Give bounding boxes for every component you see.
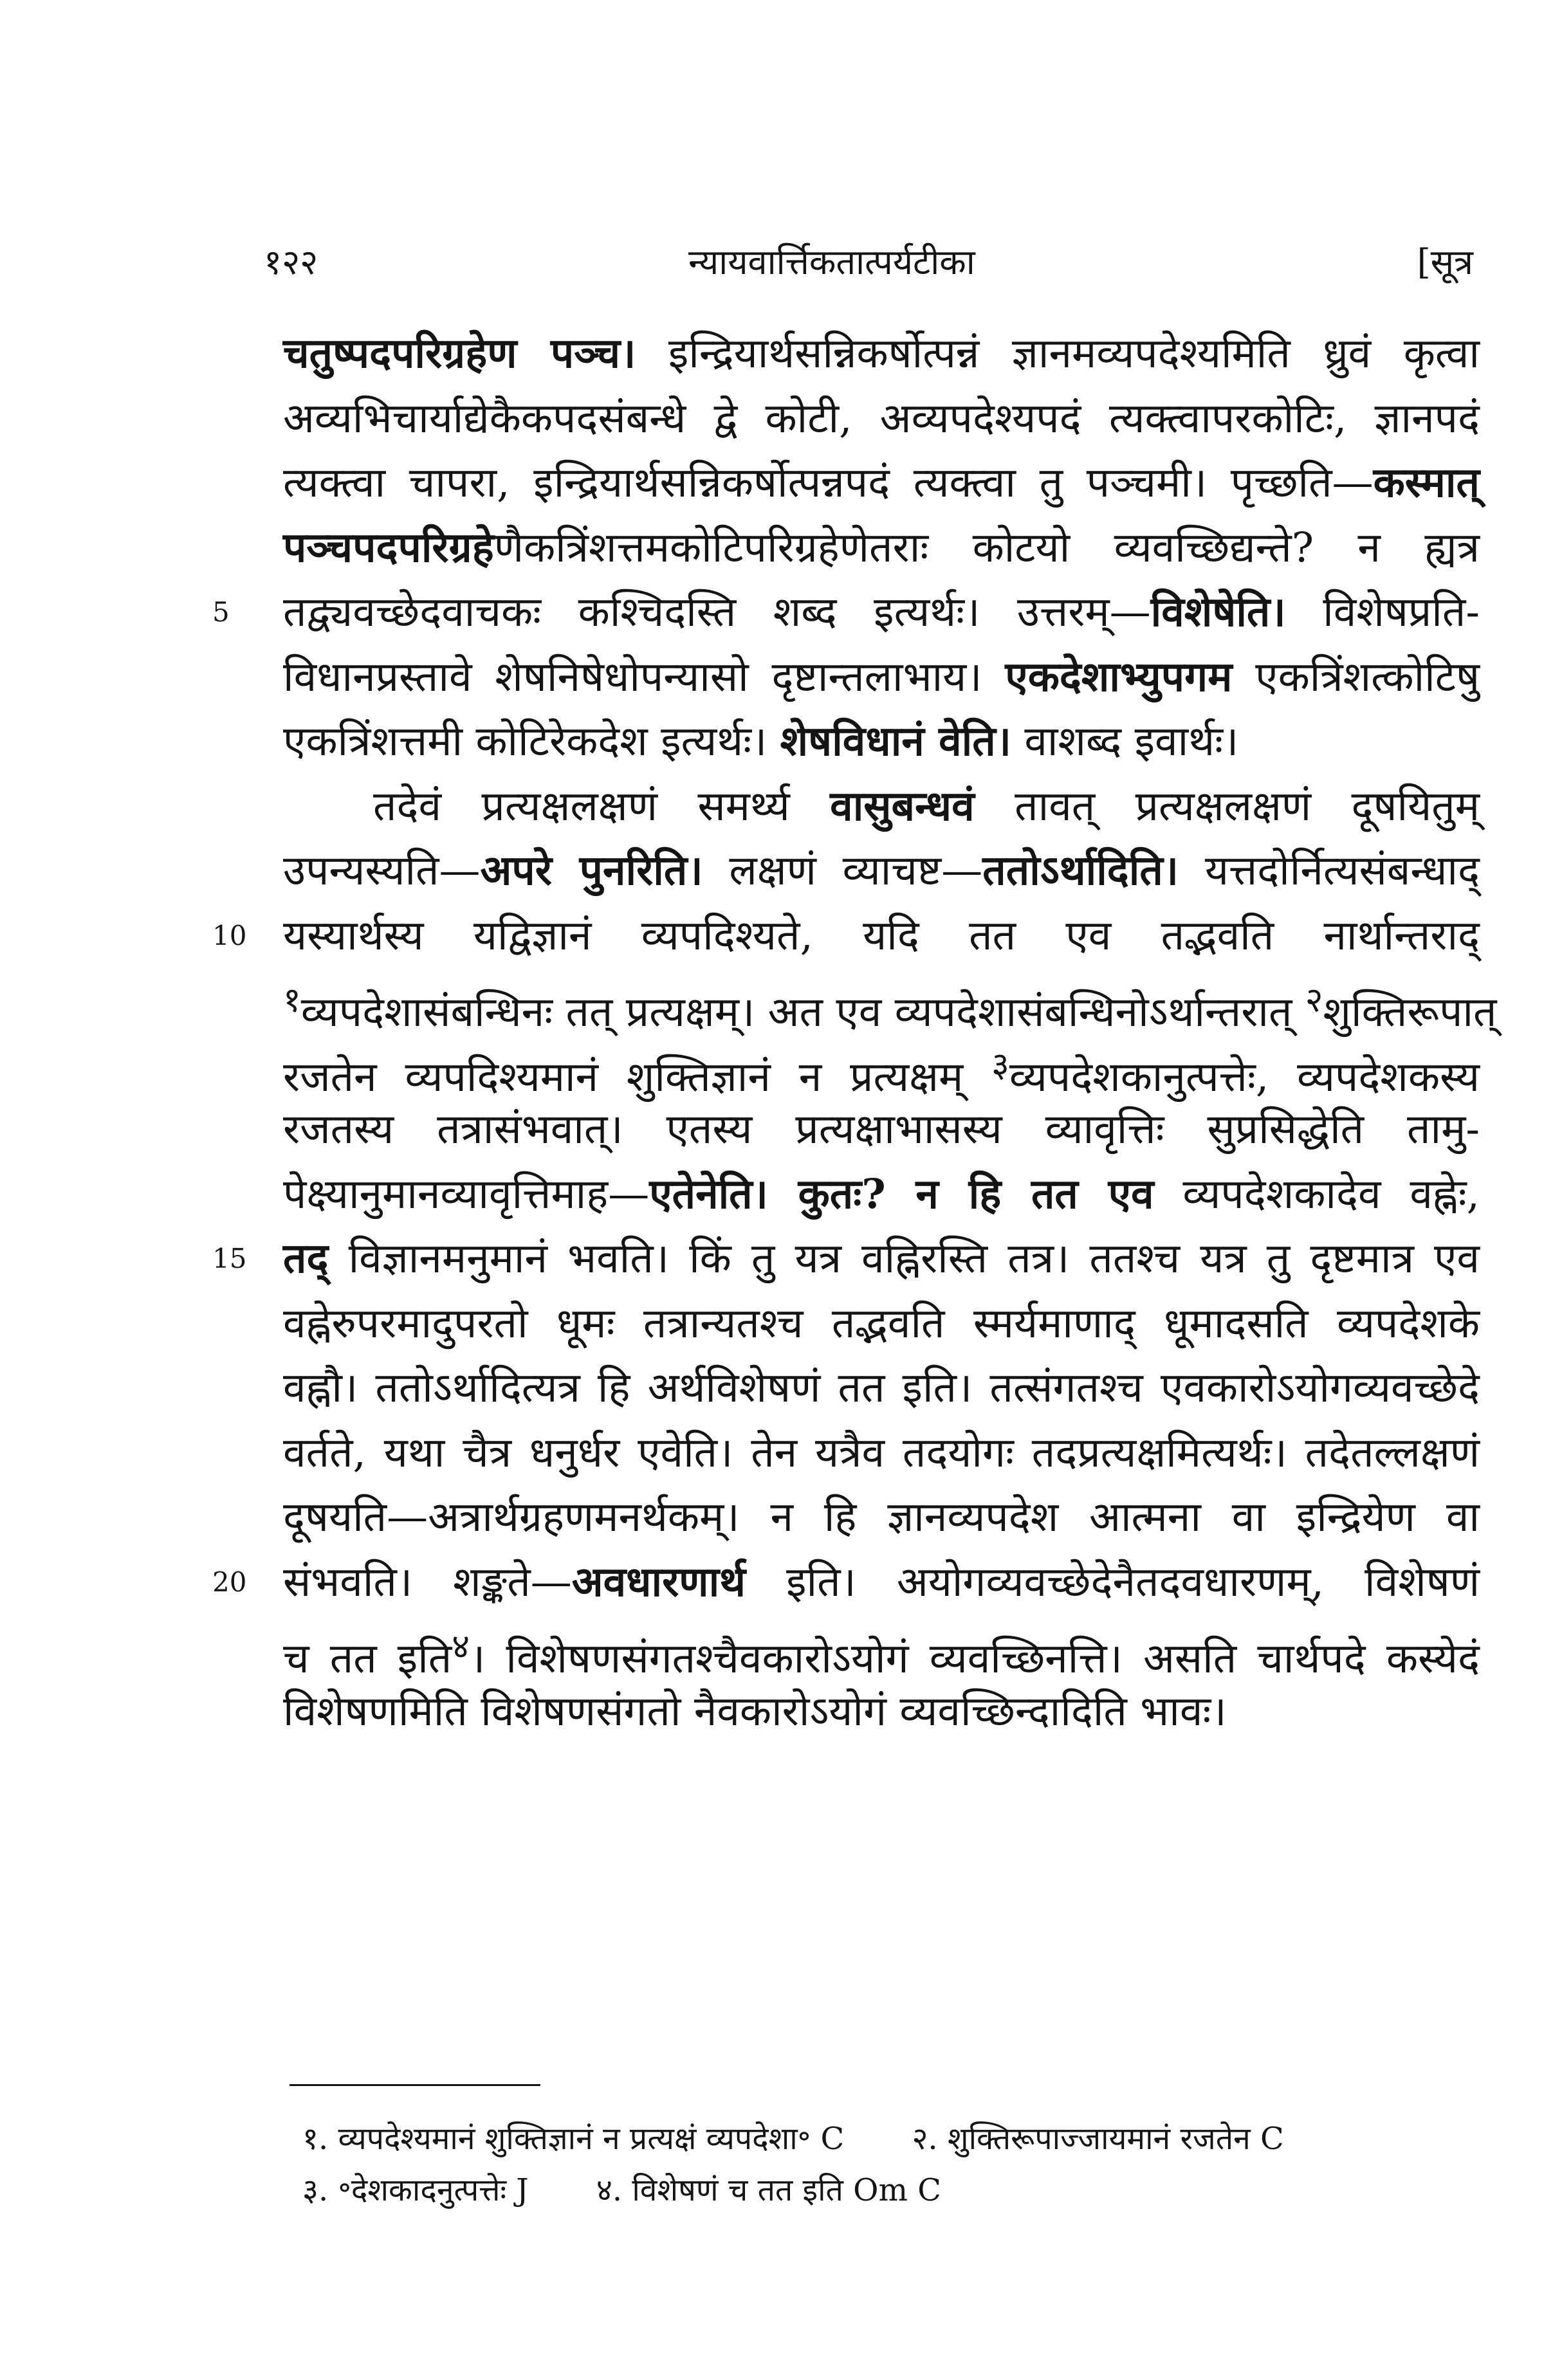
text-line xyxy=(283,387,1480,452)
footnote-4: ४. विशेषणं च तत इति Om C xyxy=(596,2172,942,2208)
line-number: 10 xyxy=(212,919,247,951)
text-line xyxy=(212,904,1480,969)
footnote-3: ३. ॰देशकादनुत्पत्तेः J xyxy=(302,2172,529,2208)
text-line xyxy=(283,1033,1480,1101)
text-line xyxy=(283,451,1480,516)
text-line xyxy=(283,516,1480,581)
text-line xyxy=(283,1485,1480,1550)
text-line xyxy=(283,1097,1480,1162)
line-text: वह्नेरुपरमादुपरतो धूमः तत्रान्यतश्च तद्भवति स्मर्यमाणाद् धूमादसति व्यपदेशके xyxy=(283,1299,1480,1348)
text-line xyxy=(283,1162,1480,1227)
footnote-rule xyxy=(290,2084,540,2086)
text-line xyxy=(283,1292,1480,1357)
section-marker: [सूत्र xyxy=(1417,242,1473,282)
line-text: तदेवं प्रत्यक्षलक्षणं समर्थ्य वासुबन्धवं तावत् प्रत्यक्षलक्षणं दूषयितुम् xyxy=(373,782,1480,830)
text-line xyxy=(283,1615,1480,1683)
line-text: वर्तते, यथा चैत्र धनुर्धर एवेति। तेन यत्रैव तदयोगः तदप्रत्यक्षमित्यर्थः। तदेतल्लक्षणं xyxy=(283,1429,1480,1477)
text-line xyxy=(283,968,1497,1037)
text-line xyxy=(283,709,1480,774)
text-line xyxy=(212,1550,1480,1615)
footnote-2: २. शुक्तिरूपाज्जायमानं रजतेन C xyxy=(912,2121,1284,2157)
line-text: उपन्यस्यति—अपरे पुनरिति। लक्षणं व्याचष्ट—ततोऽर्थादिति। यत्तदोर्नित्यसंबन्धाद् xyxy=(283,847,1480,895)
line-text: पञ्चपदपरिग्रहेणैकत्रिंशत्तमकोटिपरिग्रहेणेतराः कोटयो व्यवच्छिद्यन्ते? न ह्यत्र xyxy=(283,523,1480,572)
footnotes-row-1 xyxy=(302,2116,1486,2161)
line-text: $^१$व्यपदेशासंबन्धिनः तत् प्रत्यक्षम्। अत एव व्यपदेशासंबन्धिनोऽर्थान्तरात् $^२$शुक्तिरूपात् xyxy=(283,980,1497,1037)
line-text: रजतस्य तत्रासंभवात्। एतस्य प्रत्यक्षाभासस्य व्यावृत्तिः सुप्रसिद्धेति तामु- xyxy=(283,1106,1480,1153)
line-text: पेक्ष्यानुमानव्यावृत्तिमाह—एतेनेति। कुतः? न हि तत एव व्यपदेशकादेव वह्नेः, xyxy=(283,1169,1480,1218)
text-line xyxy=(283,839,1480,904)
line-number: 15 xyxy=(212,1243,247,1274)
text-line xyxy=(283,1421,1480,1486)
line-text: एकत्रिंशत्तमी कोटिरेकदेश इत्यर्थः। शेषविधानं वेति। वाशब्द इवार्थः। xyxy=(283,717,1239,765)
line-text: च तत इति$^४$। विशेषणसंगतश्चैवकारोऽयोगं व्यवच्छिनत्ति। असति चार्थपदे कस्येदं xyxy=(283,1626,1480,1683)
text-line xyxy=(283,322,1480,387)
text-line xyxy=(283,1680,1480,1744)
text-line xyxy=(283,645,1480,710)
footnote-1: १. व्यपदेश्यमानं शुक्तिज्ञानं न प्रत्यक्षं व्यपदेशा॰ C xyxy=(302,2121,845,2157)
line-text: विशेषणमिति विशेषणसंगतो नैवकारोऽयोगं व्यवच्छिन्दादिति भावः। xyxy=(283,1687,1227,1735)
running-header xyxy=(264,237,1473,295)
line-text: दूषयति—अत्रार्थग्रहणमनर्थकम्। न हि ज्ञानव्यपदेश आत्मना वा इन्द्रियेण वा xyxy=(283,1494,1480,1541)
footnotes-row-2 xyxy=(302,2168,1486,2213)
text-line xyxy=(283,1356,1480,1421)
line-number: 5 xyxy=(212,596,230,628)
line-text: चतुष्पदपरिग्रहेण पञ्च। इन्द्रियार्थसन्निकर्षोत्पन्नं ज्ञानमव्यपदेश्यमिति ध्रुवं कृत्वा xyxy=(283,329,1480,378)
line-text: त्यक्त्वा चापरा, इन्द्रियार्थसन्निकर्षोत्पन्नपदं त्यक्त्वा तु पञ्चमी। पृच्छति—कस्मात् xyxy=(283,459,1480,507)
line-text: विधानप्रस्तावे शेषनिषेधोपन्यासो दृष्टान्तलाभाय। एकदेशाभ्युपगम एकत्रिंशत्कोटिषु xyxy=(283,652,1480,701)
line-text: तद्व्यवच्छेदवाचकः कश्चिदस्ति शब्द इत्यर्थः। उत्तरम्—विशेषेति। विशेषप्रति- xyxy=(283,588,1480,636)
page-number: १२२ xyxy=(264,242,318,282)
line-text: संभवति। शङ्कते—अवधारणार्थ इति। अयोगव्यवच्छेदेनैतदवधारणम्, विशेषणं xyxy=(283,1557,1480,1606)
line-text: यस्यार्थस्य यद्विज्ञानं व्यपदिश्यते, यदि तत एव तद्भवति नार्थान्तराद् xyxy=(283,911,1480,960)
line-text: तद् विज्ञानमनुमानं भवति। किं तु यत्र वह्निरस्ति तत्र। ततश्च यत्र तु दृष्टमात्र एव xyxy=(283,1234,1480,1283)
text-line xyxy=(212,580,1480,645)
text-line xyxy=(212,1227,1480,1292)
running-title: न्यायवार्त्तिकतात्पर्यटीका xyxy=(688,242,975,282)
line-text: अव्यभिचार्याद्येकैकपदसंबन्धे द्वे कोटी, अव्यपदेश्यपदं त्यक्त्वापरकोटिः, ज्ञानपदं xyxy=(283,394,1480,443)
line-text: रजतेन व्यपदिश्यमानं शुक्तिज्ञानं न प्रत्यक्षम् $^३$व्यपदेशकानुत्पत्तेः, व्यपदेशकस्य xyxy=(283,1044,1480,1101)
body-text xyxy=(212,322,1497,1744)
text-line xyxy=(283,774,1480,839)
line-text: वह्नौ। ततोऽर्थादित्यत्र हि अर्थविशेषणं तत इति। तत्संगतश्च एवकारोऽयोगव्यवच्छेदे xyxy=(283,1364,1480,1412)
line-number: 20 xyxy=(212,1566,247,1598)
